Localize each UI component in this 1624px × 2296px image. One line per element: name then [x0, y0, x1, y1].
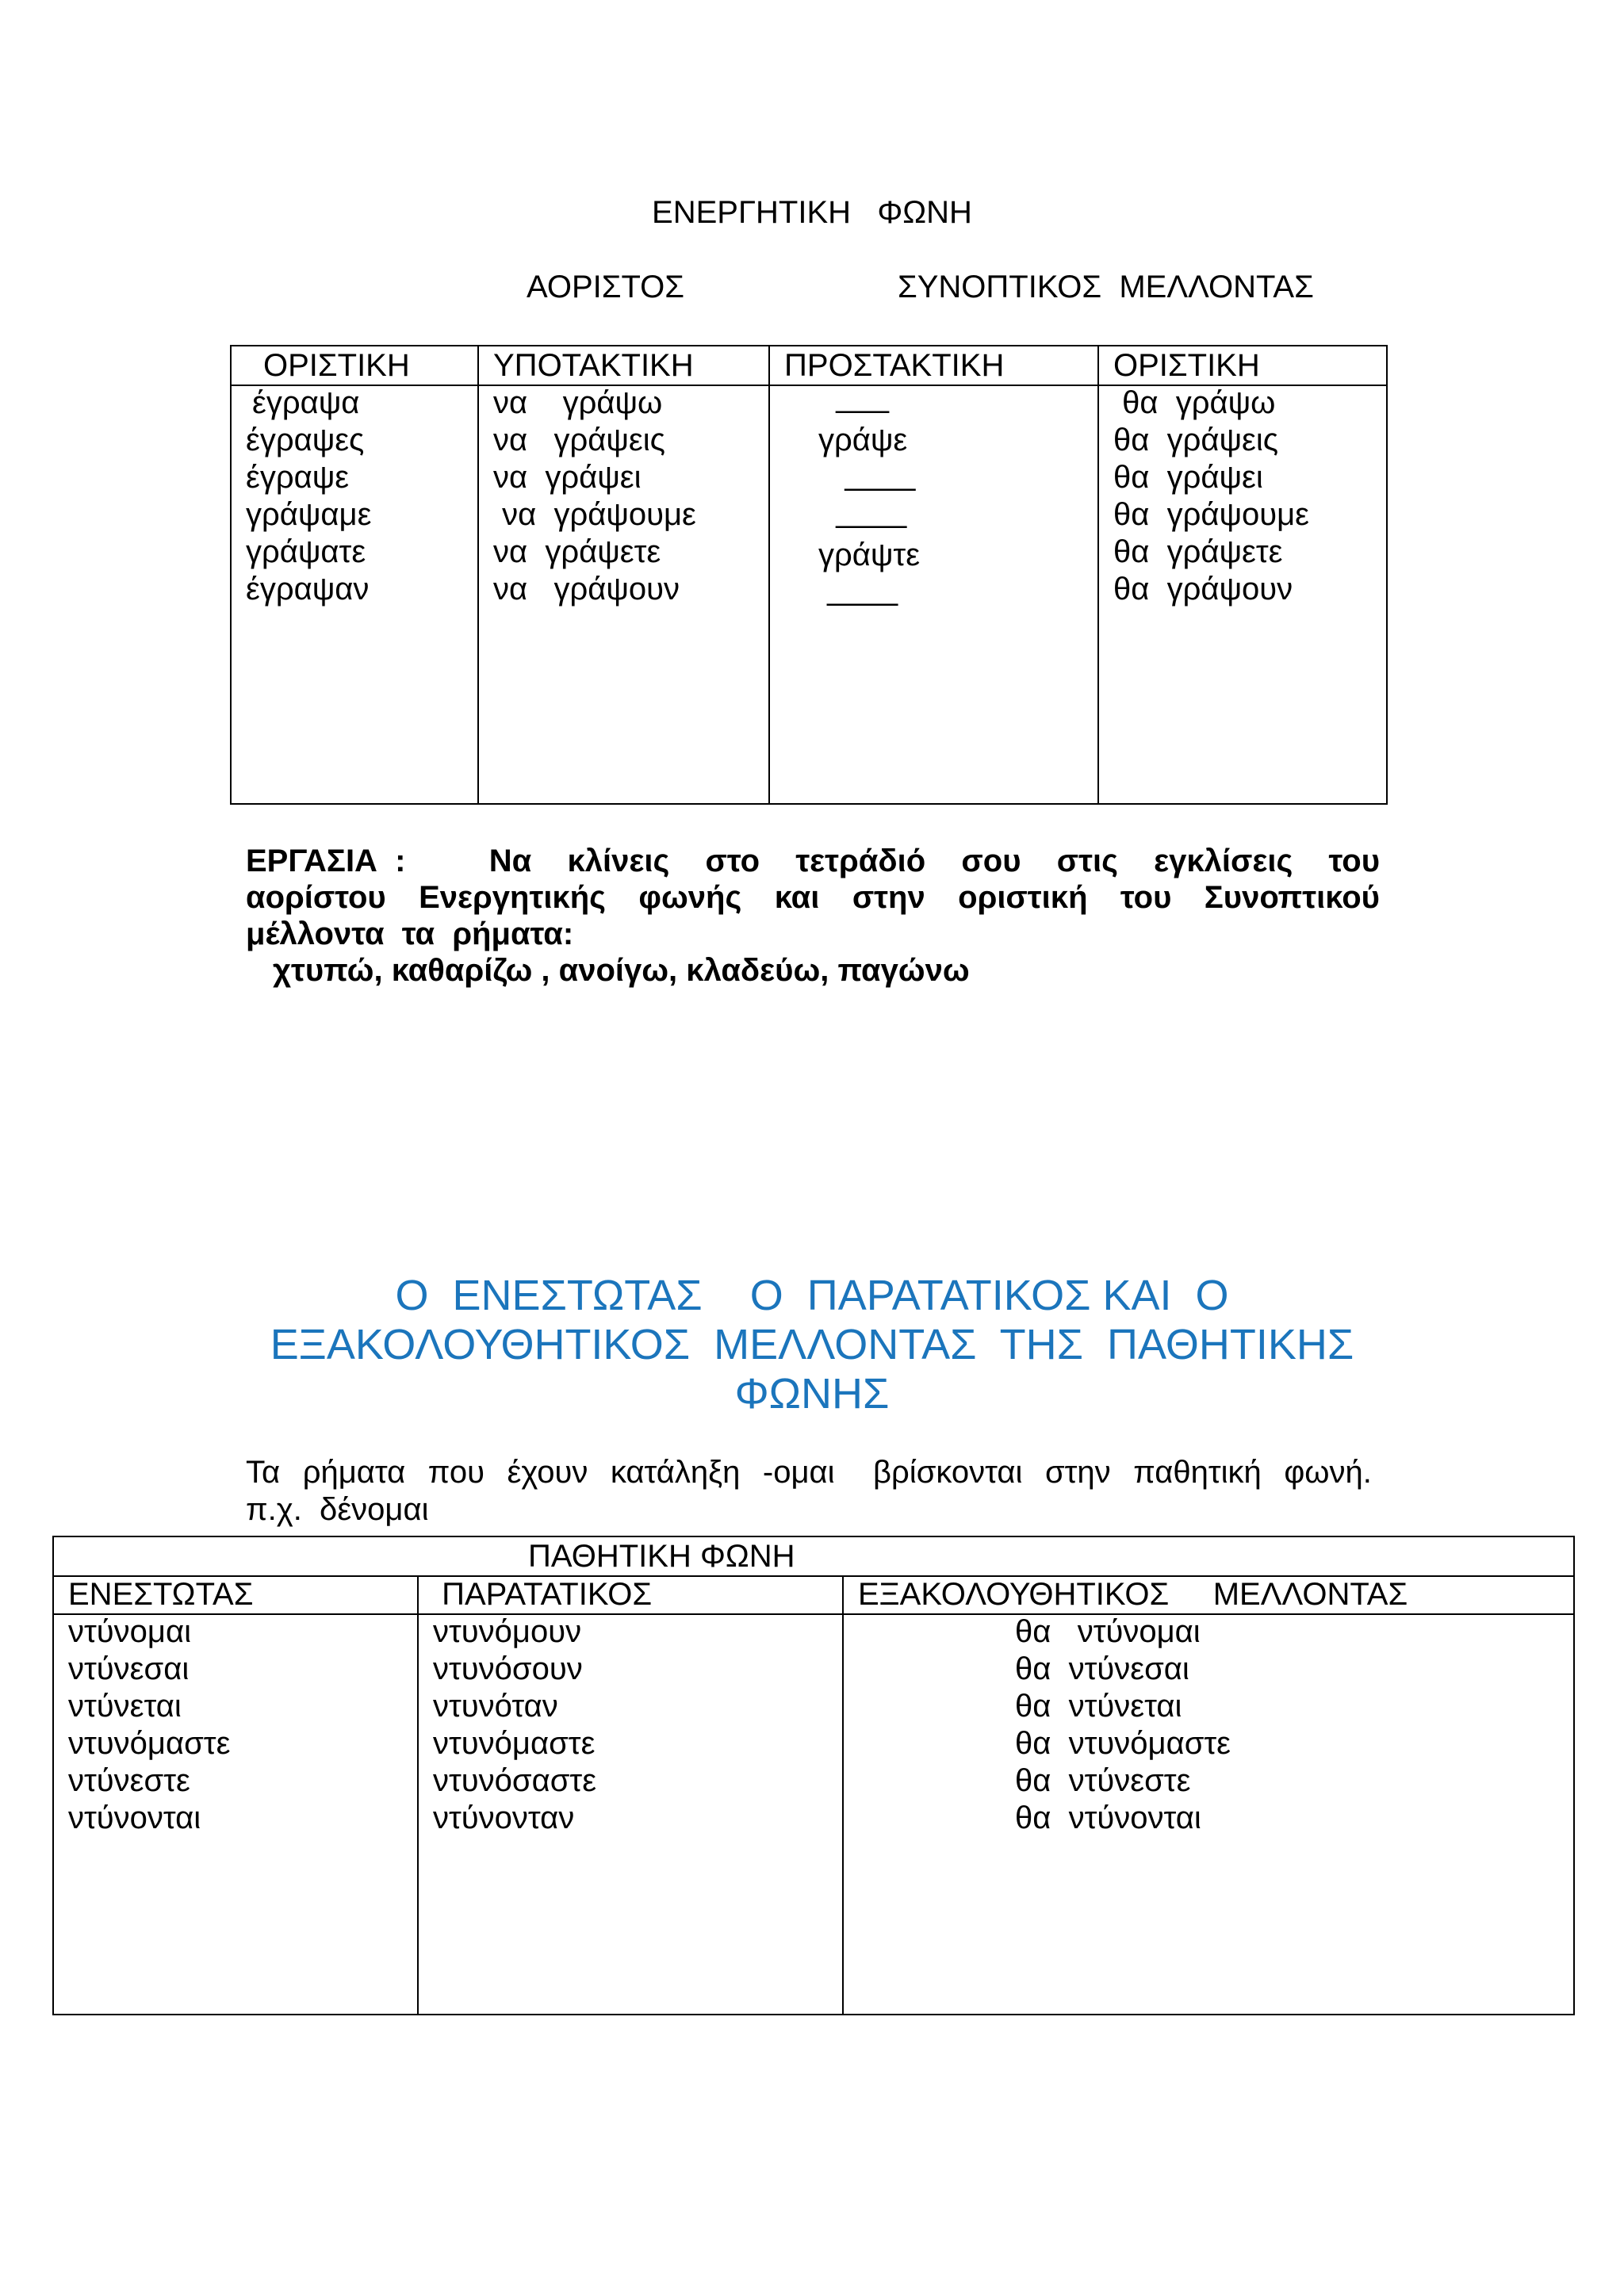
- conjugation-cell: θα γράψουν: [1113, 572, 1293, 607]
- conjugation-cell: θα ντύνεσαι: [1015, 1651, 1189, 1686]
- task-word: του: [1120, 880, 1172, 915]
- table-divider: [1097, 346, 1099, 803]
- task-word: Ενεργητικής: [419, 880, 606, 915]
- table-divider: [417, 1575, 419, 2014]
- conjugation-cell: θα ντύνεστε: [1015, 1763, 1191, 1798]
- task-word: αορίστου: [246, 880, 386, 915]
- conjugation-cell: να γράψω: [493, 385, 663, 420]
- heading-line: Ο ΕΝΕΣΤΩΤΑΣ Ο ΠΑΡΑΤΑΤΙΚΟΣ ΚΑΙ Ο: [395, 1272, 1229, 1319]
- conjugation-cell: θα ντύνομαι: [1015, 1614, 1201, 1649]
- conjugation-cell: έγραψαν: [246, 572, 370, 607]
- conjugation-cell: ντύνομαι: [68, 1614, 191, 1649]
- passive-voice-table: [52, 1536, 1575, 2015]
- task-line: [246, 879, 1380, 916]
- task-word: τετράδιό: [795, 844, 926, 878]
- task-word: Να: [488, 844, 532, 878]
- conjugation-cell: ντύνεσαι: [68, 1651, 190, 1686]
- task-word: στις: [1056, 844, 1118, 878]
- intro-line: [246, 1454, 1372, 1491]
- intro-word: παθητική: [1133, 1455, 1262, 1490]
- intro-word: φωνή.: [1284, 1455, 1372, 1490]
- intro-word: ρήματα: [302, 1455, 406, 1490]
- conjugation-cell: θα γράψω: [1113, 385, 1276, 420]
- table-divider: [842, 1575, 844, 2014]
- active-voice-title: ΕΝΕΡΓΗΤΙΚΗ ΦΩΝΗ: [652, 195, 972, 230]
- conjugation-cell: ντυνόσουν: [433, 1651, 583, 1686]
- conjugation-cell: γράψατε: [246, 534, 366, 569]
- task-word: σου: [961, 844, 1021, 878]
- header-imperative: ΠΡΟΣΤΑΚΤΙΚΗ: [784, 348, 1005, 383]
- intro-word: που: [427, 1455, 485, 1490]
- task-word: και: [774, 880, 820, 915]
- passive-table-title-row: [54, 1537, 1573, 1577]
- conjugation-cell: γράψαμε: [246, 497, 372, 532]
- task-paragraph: [246, 843, 1380, 989]
- conjugation-cell: ____: [818, 572, 898, 607]
- header-subjunctive: ΥΠΟΤΑΚΤΙΚΗ: [493, 348, 694, 383]
- task-word: στην: [852, 880, 925, 915]
- intro-word: -ομαι: [762, 1455, 835, 1490]
- subjunctive-column: [493, 385, 696, 608]
- task-word: οριστική: [958, 880, 1088, 915]
- conjugation-cell: ντύνονται: [68, 1800, 201, 1835]
- header-future-indicative: ΟΡΙΣΤΙΚΗ: [1113, 348, 1260, 383]
- task-word: Συνοπτικού: [1204, 880, 1380, 915]
- conjugation-cell: ντυνόταν: [433, 1689, 558, 1724]
- task-verb-list: χτυπώ, καθαρίζω , ανοίγω, κλαδεύω, παγώνω: [273, 953, 970, 988]
- conjugation-cell: θα γράψεις: [1113, 423, 1278, 457]
- conjugation-cell: θα ντύνεται: [1015, 1689, 1182, 1724]
- conjugation-cell: ____: [818, 494, 907, 529]
- task-word: εγκλίσεις: [1154, 844, 1293, 878]
- aorist-heading: ΑΟΡΙΣΤΟΣ: [527, 270, 685, 304]
- header-imperfect: ΠΑΡΑΤΑΤΙΚΟΣ: [433, 1577, 653, 1612]
- conjugation-cell: ντυνόμουν: [433, 1614, 582, 1649]
- header-present: ΕΝΕΣΤΩΤΑΣ: [68, 1577, 254, 1612]
- conjugation-cell: γράψε: [818, 423, 908, 457]
- passive-table-title: ΠΑΘΗΤΙΚΗ ΦΩΝΗ: [528, 1539, 795, 1574]
- future-indicative-column: [1113, 385, 1309, 608]
- task-word: ΕΡΓΑΣΙΑ :: [246, 844, 406, 878]
- intro-word: κατάληξη: [610, 1455, 741, 1490]
- conjugation-cell: θα ντυνόμαστε: [1015, 1726, 1231, 1761]
- conjugation-cell: θα ντύνονται: [1015, 1800, 1201, 1835]
- conjugation-cell: ___: [818, 379, 889, 414]
- continuous-future-column: [1015, 1613, 1231, 1837]
- conjugation-cell: γράψτε: [818, 538, 921, 572]
- simple-future-heading: ΣΥΝΟΠΤΙΚΟΣ ΜΕΛΛΟΝΤΑΣ: [898, 270, 1314, 304]
- passive-section-heading: [0, 1271, 1624, 1418]
- intro-word: έχουν: [507, 1455, 588, 1490]
- example-line: π.χ. δένομαι: [246, 1492, 429, 1527]
- conjugation-cell: ντύνονταν: [433, 1800, 575, 1835]
- present-column: [68, 1613, 230, 1837]
- task-word: του: [1328, 844, 1380, 878]
- task-word: στο: [705, 844, 760, 878]
- intro-word: βρίσκονται: [873, 1455, 1023, 1490]
- conjugation-cell: ντυνόμαστε: [68, 1726, 231, 1761]
- conjugation-cell: έγραψες: [246, 423, 365, 457]
- indicative-column: [246, 385, 371, 608]
- conjugation-cell: έγραψε: [246, 460, 350, 495]
- conjugation-cell: ντύνεται: [68, 1689, 182, 1724]
- passive-table-header-row: [54, 1575, 1573, 1615]
- task-line: μέλλοντα τα ρήματα:: [246, 916, 574, 951]
- conjugation-cell: να γράψουμε: [493, 497, 696, 532]
- imperfect-column: [433, 1613, 596, 1837]
- task-word: κλίνεις: [567, 844, 670, 878]
- conjugation-cell: να γράψουν: [493, 572, 680, 607]
- task-line: [246, 843, 1380, 879]
- conjugation-cell: να γράψεις: [493, 423, 665, 457]
- conjugation-cell: θα γράψουμε: [1113, 497, 1309, 532]
- conjugation-cell: να γράψει: [493, 460, 642, 495]
- passive-intro-paragraph: [246, 1454, 1372, 1529]
- table-divider: [768, 346, 770, 803]
- conjugation-cell: ντυνόμαστε: [433, 1726, 596, 1761]
- conjugation-cell: θα γράψετε: [1113, 534, 1283, 569]
- conjugation-cell: ντύνεστε: [68, 1763, 190, 1798]
- conjugation-cell: έγραψα: [252, 385, 360, 420]
- header-indicative: ΟΡΙΣΤΙΚΗ: [263, 348, 410, 383]
- heading-line: ΦΩΝΗΣ: [734, 1370, 890, 1418]
- imperative-column: [818, 378, 920, 608]
- conjugation-cell: ντυνόσαστε: [433, 1763, 597, 1798]
- task-word: φωνής: [638, 880, 742, 915]
- conjugation-cell: θα γράψει: [1113, 460, 1263, 495]
- conjugation-cell: ____: [818, 457, 916, 492]
- intro-word: Τα: [246, 1455, 281, 1490]
- heading-line: ΕΞΑΚΟΛΟΥΘΗΤΙΚΟΣ ΜΕΛΛΟΝΤΑΣ ΤΗΣ ΠΑΘΗΤΙΚΗΣ: [270, 1321, 1354, 1368]
- intro-word: στην: [1044, 1455, 1111, 1490]
- conjugation-cell: να γράψετε: [493, 534, 661, 569]
- header-continuous-future: ΕΞΑΚΟΛΟΥΘΗΤΙΚΟΣ ΜΕΛΛΟΝΤΑΣ: [858, 1577, 1408, 1612]
- table-divider: [477, 346, 479, 803]
- active-voice-table: [230, 345, 1388, 805]
